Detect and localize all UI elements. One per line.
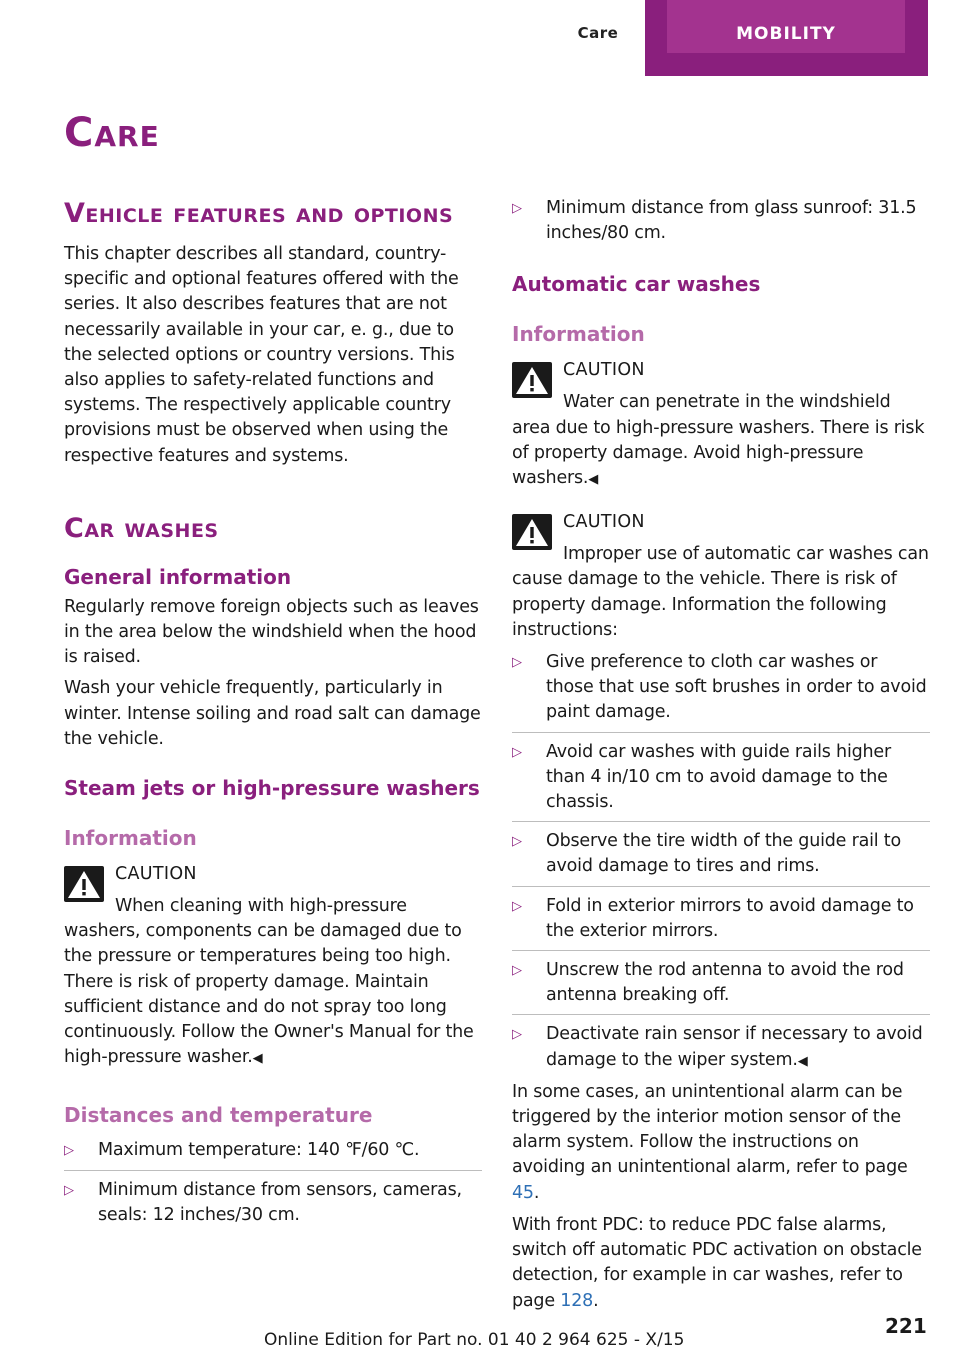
left-column: [64, 196, 482, 1228]
car-wash-instructions-list: [512, 643, 930, 1074]
bullet-icon: ▷: [512, 201, 522, 216]
list-item-text: Deactivate rain sensor if necessary to avoid damage to the wiper system.: [546, 1024, 923, 1070]
list-item-text: Observe the tire width of the guide rail to avoid damage to tires and rims.: [546, 831, 901, 877]
page-link-128[interactable]: 128: [560, 1290, 594, 1311]
page-number: 221: [885, 1314, 927, 1338]
end-mark: ◀: [588, 472, 599, 488]
list-item: [512, 821, 930, 879]
sunroof-list: [512, 189, 930, 246]
paragraph-general-2: Wash your vehicle frequently, particularly in winter. Intense soiling and road salt can damage the vehicle.: [64, 678, 481, 749]
bullet-icon: ▷: [64, 1143, 74, 1159]
caution-text-content: Water can penetrate in the windshield area due to high-pressure washers. There is risk of property damage. Avoid high-pressure washers.: [512, 392, 925, 489]
heading-information: Information: [64, 826, 197, 851]
list-item: [512, 886, 930, 944]
paragraph-alarm-text: In some cases, an unintentional alarm can be triggered by the interior motion sensor of the alarm system. Follow the instructions on avoiding an unintentional alarm, refer to page: [512, 1081, 908, 1178]
caution-label: CAUTION: [563, 360, 645, 381]
header-bar: [0, 0, 960, 76]
heading-information: Information: [512, 322, 645, 347]
paragraph-alarm: In some cases, an unintentional alarm can be triggered by the interior motion sensor of the alarm system. Follow the instructions on avoiding an unintentional alarm, refer to page 45.: [512, 1081, 908, 1203]
list-item-text: Fold in exterior mirrors to avoid damage to the exterior mirrors.: [546, 895, 914, 941]
section-tab-care[interactable]: Care: [577, 24, 619, 42]
end-mark: ◀: [797, 1053, 808, 1069]
page-link-45[interactable]: 45: [512, 1182, 534, 1203]
warning-triangle-icon: [512, 514, 552, 550]
list-item: [512, 189, 930, 246]
list-item-text: Minimum distance from sensors, cameras, seals: 12 inches/30 cm.: [98, 1179, 462, 1225]
list-item: [64, 1170, 482, 1228]
list-item: [512, 643, 930, 726]
heading-car-washes: Car washes: [64, 512, 219, 544]
caution-label: CAUTION: [115, 864, 197, 885]
chapter-tab-mobility[interactable]: [645, 0, 928, 76]
list-item-text: Maximum temperature: 140 ℉/60 ℃.: [98, 1140, 420, 1161]
bullet-icon: ▷: [512, 1027, 522, 1043]
paragraph-general-1: Regularly remove foreign objects such as leaves in the area below the windshield when the hood is raised.: [64, 596, 479, 668]
list-item-text: Give preference to cloth car washes or those that use soft brushes in order to avoid paint damage.: [546, 652, 927, 723]
heading-general-information: General information: [64, 564, 292, 589]
warning-triangle-icon: [512, 362, 552, 398]
caution-block: [64, 862, 482, 1071]
list-item-text: Minimum distance from glass sunroof: 31.5 inches/80 cm.: [546, 198, 917, 244]
bullet-icon: ▷: [512, 898, 522, 914]
bullet-icon: ▷: [512, 834, 522, 850]
page-title: Care: [64, 110, 160, 156]
heading-steam-jets: Steam jets or high-pressure washers: [64, 776, 480, 801]
chapter-tab-label: MOBILITY: [667, 0, 905, 53]
heading-vehicle-features: Vehicle features and options: [64, 198, 454, 229]
caution-label: CAUTION: [563, 512, 645, 533]
caution-text-content: When cleaning with high-pressure washers, components can be damaged due to the pressure or temperatures being too high. There is risk of property damage. Maintain sufficient distance and do not spray too long continuously. Follow the Owner's Manual for the high-pressure washer.: [64, 896, 474, 1068]
distance-list: [64, 1131, 482, 1228]
list-item: [512, 1014, 930, 1073]
footer-edition: Online Edition for Part no. 01 40 2 964 625 - X/15: [264, 1330, 685, 1350]
end-mark: ◀: [252, 1051, 263, 1067]
list-item-text: Avoid car washes with guide rails higher than 4 in/10 cm to avoid damage to the chassis.: [546, 741, 891, 813]
paragraph-vehicle-features: This chapter describes all standard, country-specific and optional features offered with the series. It also describes features that are not necessarily available in your car, e. g., due to the selected options or country versions. This also applies to safety-related functions and systems. The respectively applicable country provisions must be observed when using the respective features and systems.: [64, 244, 459, 466]
bullet-icon: ▷: [512, 963, 522, 979]
bullet-icon: ▷: [64, 1182, 74, 1198]
right-column: [512, 196, 930, 1314]
bullet-icon: ▷: [512, 744, 522, 760]
paragraph-pdc-text: With front PDC: to reduce PDC false alarms, switch off automatic PDC activation on obstacle detection, for example in car washes, refer to page: [512, 1214, 922, 1311]
heading-distances-temperature: Distances and temperature: [64, 1103, 373, 1128]
list-item-text: Unscrew the rod antenna to avoid the rod antenna breaking off.: [546, 960, 904, 1006]
bullet-icon: ▷: [512, 655, 522, 671]
heading-automatic-car-washes: Automatic car washes: [512, 272, 761, 297]
caution-block: [512, 510, 930, 643]
list-item: [64, 1131, 482, 1163]
warning-triangle-icon: [64, 866, 104, 902]
caution-block: [512, 358, 930, 492]
caution-text: Improper use of automatic car washes can cause damage to the vehicle. There is risk of property damage. Information the following instructions:: [512, 544, 929, 640]
list-item: [512, 950, 930, 1008]
caution-text: [64, 894, 482, 1071]
list-item: [512, 732, 930, 816]
paragraph-pdc: With front PDC: to reduce PDC false alarms, switch off automatic PDC activation on obstacle detection, for example in car washes, refer to page 128.: [512, 1214, 922, 1311]
caution-text: [512, 390, 930, 492]
